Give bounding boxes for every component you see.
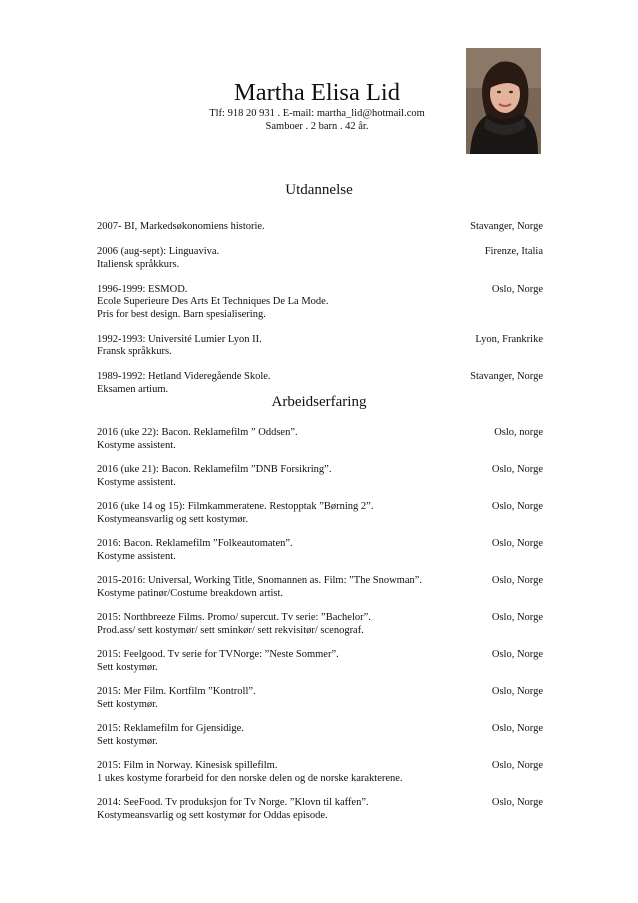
work-entry-location: Oslo, Norge [491, 501, 543, 512]
work-entry-title: 2015-2016: Universal, Working Title, Snomannen as. Film: ”The Snowman”. [97, 575, 423, 586]
work-entry-detail: Sett kostymør. [97, 735, 158, 747]
work-entry-header [97, 464, 543, 477]
education-entry [97, 246, 543, 271]
work-entry [97, 723, 543, 748]
education-entry-location: Firenze, Italia [484, 246, 543, 257]
cv-name: Martha Elisa Lid [233, 79, 400, 106]
work-entry-location: Oslo, norge [494, 427, 543, 438]
work-entry-title: 2016 (uke 21): Bacon. Reklamefilm ”DNB Forsikring”. [97, 464, 332, 475]
education-entry [97, 334, 543, 359]
work-entry-detail: Kostyme assistent. [97, 550, 176, 562]
work-entry-header [97, 760, 543, 773]
work-entry-header [97, 723, 543, 736]
work-entry-title: 2015: Mer Film. Kortfilm ”Kontroll”. [97, 686, 256, 697]
work-entry-detail: Kostyme patinør/Costume breakdown artist. [97, 587, 284, 599]
work-entry-detail: 1 ukes kostyme forarbeid for den norske delen og de norske karakterene. [97, 772, 403, 784]
work-entry-location: Oslo, Norge [491, 686, 543, 697]
work-entry [97, 501, 543, 526]
work-entry-location: Oslo, Norge [491, 649, 543, 660]
education-entry-title: 1989-1992: Hetland Videregående Skole. [97, 371, 271, 382]
work-entry-header [97, 501, 543, 514]
education-entry-detail: Ecole Superieure Des Arts Et Techniques De La Mode. [97, 296, 329, 307]
work-entry [97, 538, 543, 563]
work-entry-header [97, 427, 543, 440]
education-entry-detail: Pris for best design. Barn spesialisering. [97, 308, 266, 320]
work-entry-title: 2015: Northbreeze Films. Promo/ supercut. Tv serie: ”Bachelor”. [97, 612, 371, 623]
work-entry [97, 464, 543, 489]
education-entry-header [97, 334, 543, 347]
education-entry-title: 2006 (aug-sept): Linguaviva. [97, 246, 220, 257]
contact-info [180, 108, 454, 133]
work-entry-detail: Kostyme assistent. [97, 476, 176, 488]
work-entry-header [97, 797, 543, 810]
work-entry-detail: Prod.ass/ sett kostymør/ sett sminkør/ sett rekvisitør/ scenograf. [97, 624, 364, 636]
education-entry-detail: Fransk språkkurs. [97, 346, 172, 357]
education-heading: Utdannelse [285, 182, 353, 198]
education-entry-location: Stavanger, Norge [470, 371, 543, 382]
work-entry [97, 427, 543, 452]
work-entry-location: Oslo, Norge [491, 538, 543, 549]
education-entry-location: Stavanger, Norge [470, 221, 543, 232]
work-entry-header [97, 612, 543, 625]
work-entry-title: 2016: Bacon. Reklamefilm ”Folkeautomaten”. [97, 538, 293, 549]
work-entry [97, 797, 543, 822]
work-entry-detail: Sett kostymør. [97, 698, 158, 710]
education-entry-title: 1992-1993: Université Lumier Lyon II. [97, 333, 262, 345]
work-entry-header [97, 575, 543, 588]
work-entry-location: Oslo, Norge [491, 575, 543, 586]
education-entry-title: 1996-1999: ESMOD. [97, 283, 188, 295]
contact-line: Tlf: 918 20 931 . E-mail: martha_lid@hotmail.com [209, 108, 425, 119]
work-entry-location: Oslo, Norge [491, 797, 543, 808]
education-entry-header [97, 371, 543, 384]
work-entry-header [97, 649, 543, 662]
work-entry [97, 575, 543, 600]
work-entry-detail: Kostymeansvarlig og sett kostymør. [97, 513, 249, 525]
education-entry [97, 221, 543, 234]
profile-photo [466, 48, 541, 154]
education-entry [97, 284, 543, 322]
education-entry-detail: Eksamen artium. [97, 383, 169, 395]
education-list [97, 221, 543, 409]
work-heading: Arbeidserfaring [271, 394, 367, 410]
work-entry-header [97, 686, 543, 699]
work-entry [97, 686, 543, 711]
work-entry [97, 612, 543, 637]
education-entry-location: Oslo, Norge [491, 283, 543, 295]
work-entry-title: 2016 (uke 14 og 15): Filmkammeratene. Restopptak ”Børning 2”. [97, 501, 374, 512]
work-list [97, 427, 543, 834]
work-entry-location: Oslo, Norge [491, 464, 543, 475]
work-entry-location: Oslo, Norge [491, 723, 543, 734]
work-entry-detail: Kostymeansvarlig og sett kostymør for Oddas episode. [97, 809, 328, 821]
work-entry-detail: Sett kostymør. [97, 661, 158, 673]
work-entry-header [97, 538, 543, 551]
education-entry-detail: Italiensk språkkurs. [97, 258, 180, 270]
work-entry-location: Oslo, Norge [491, 760, 543, 771]
education-entry-location: Lyon, Frankrike [475, 333, 543, 345]
work-entry-location: Oslo, Norge [491, 612, 543, 623]
education-entry-header [97, 221, 543, 234]
work-entry-title: 2015: Reklamefilm for Gjensidige. [97, 723, 244, 734]
work-entry-title: 2016 (uke 22): Bacon. Reklamefilm ” Oddsen”. [97, 427, 298, 438]
work-entry-detail: Kostyme assistent. [97, 439, 176, 451]
work-entry-title: 2015: Feelgood. Tv serie for TVNorge: ”Neste Sommer”. [97, 649, 339, 660]
work-entry [97, 649, 543, 674]
education-entry-title: 2007- BI, Markedsøkonomiens historie. [97, 221, 265, 232]
education-entry-header [97, 284, 543, 297]
work-entry [97, 760, 543, 785]
work-entry-title: 2014: SeeFood. Tv produksjon for Tv Norge. ”Klovn til kaffen”. [97, 797, 369, 808]
work-entry-title: 2015: Film in Norway. Kinesisk spillefilm. [97, 760, 278, 771]
personal-line: Samboer . 2 barn . 42 år. [265, 120, 369, 132]
education-entry-header [97, 246, 543, 259]
